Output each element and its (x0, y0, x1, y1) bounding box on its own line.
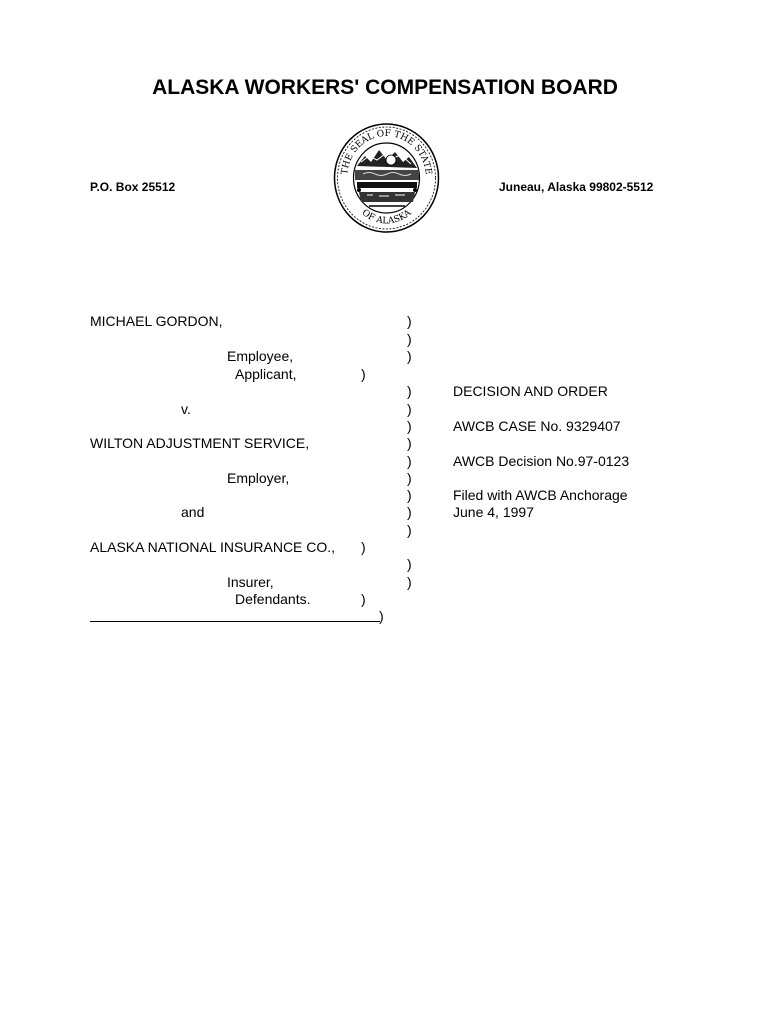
versus: v. (181, 401, 191, 417)
decision-title: DECISION AND ORDER (453, 383, 608, 399)
employer-role: Employer, (227, 470, 290, 486)
filed-date: June 4, 1997 (453, 504, 534, 520)
seal-bottom-text: OF ALASKA (359, 208, 414, 227)
seal-top-text: THE SEAL OF THE STATE (340, 128, 433, 176)
case-number: AWCB CASE No. 9329407 (453, 418, 621, 434)
caption-underline (90, 621, 380, 622)
paren: ) (407, 453, 412, 469)
paren: ) (407, 383, 412, 399)
paren: ) (407, 556, 412, 572)
po-box: P.O. Box 25512 (90, 180, 176, 194)
defendants-role: Defendants. (235, 591, 311, 607)
decision-number: AWCB Decision No.97-0123 (453, 453, 630, 469)
paren: ) (407, 418, 412, 434)
employee-name: MICHAEL GORDON, (90, 313, 223, 329)
paren: ) (407, 522, 412, 538)
paren: ) (407, 331, 412, 347)
paren: ) (407, 470, 412, 486)
paren: ) (407, 313, 412, 329)
state-seal-icon (333, 122, 440, 234)
paren: ) (407, 487, 412, 503)
paren: ) (407, 401, 412, 417)
paren: ) (407, 574, 412, 590)
paren: ) (361, 366, 366, 382)
filed-location: Filed with AWCB Anchorage (453, 487, 628, 503)
employee-role: Employee, (227, 348, 294, 364)
employer-name: WILTON ADJUSTMENT SERVICE, (90, 435, 310, 451)
insurer-name: ALASKA NATIONAL INSURANCE CO., (90, 539, 336, 555)
and-word: and (181, 504, 205, 520)
city-address: Juneau, Alaska 99802-5512 (499, 180, 654, 194)
insurer-role: Insurer, (227, 574, 274, 590)
paren: ) (361, 539, 366, 555)
board-title: ALASKA WORKERS' COMPENSATION BOARD (152, 76, 618, 99)
paren: ) (361, 591, 366, 607)
applicant-role: Applicant, (235, 366, 297, 382)
paren: ) (407, 348, 412, 364)
paren: ) (407, 504, 412, 520)
paren: ) (407, 435, 412, 451)
paren: ) (379, 608, 384, 624)
